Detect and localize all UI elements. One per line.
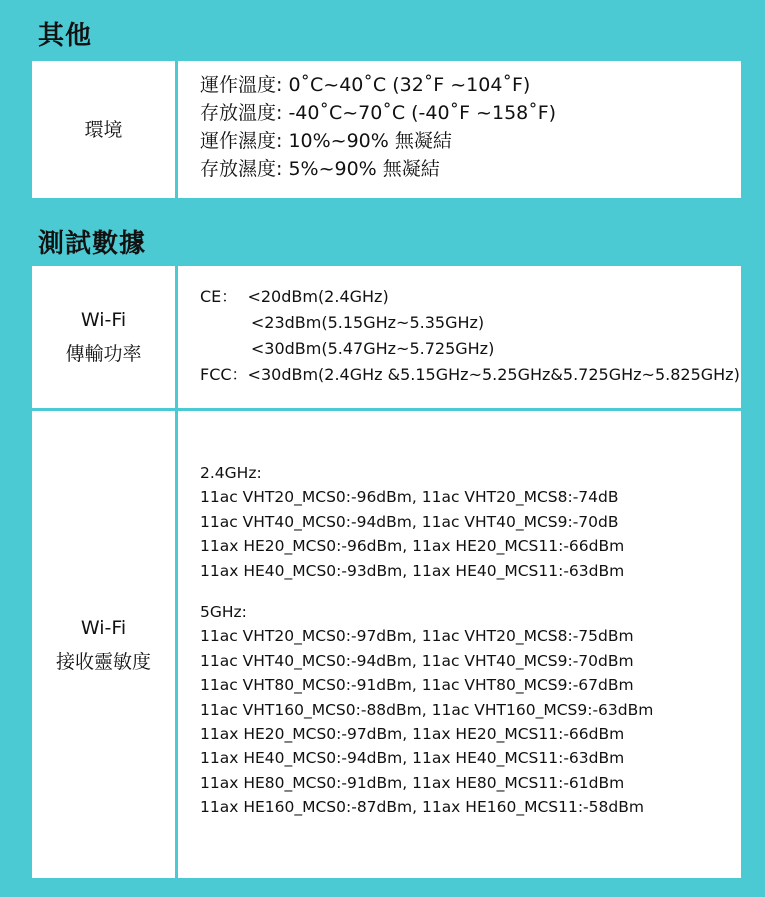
transmit-power-row: [32, 266, 741, 408]
environment-label-cell: [32, 61, 175, 198]
band-24ghz-line: 11ac VHT40_MCS0:-94dBm, 11ac VHT40_MCS9:-70dB: [200, 512, 619, 531]
band-5ghz-line: 11ac VHT20_MCS0:-97dBm, 11ac VHT20_MCS8:-75dBm: [200, 627, 634, 646]
band-5ghz-line: 11ax HE160_MCS0:-87dBm, 11ax HE160_MCS11:-58dBm: [200, 798, 644, 817]
storage-temperature: 存放溫度: -40˚C~70˚C (-40˚F ~158˚F): [200, 102, 557, 124]
receive-sensitivity-specs: [200, 461, 653, 820]
test-data-table: [32, 266, 741, 878]
ce-power-line-1: CE： <20dBm(2.4GHz): [200, 287, 389, 306]
environment-row: [32, 61, 741, 198]
section-title-other: 其他: [38, 21, 93, 51]
ce-power-line-2: <23dBm(5.15GHz~5.35GHz): [200, 313, 485, 332]
band-5ghz-line: 11ac VHT160_MCS0:-88dBm, 11ac VHT160_MCS9:-63dBm: [200, 700, 654, 719]
band-5ghz-line: 11ax HE80_MCS0:-91dBm, 11ax HE80_MCS11:-61dBm: [200, 773, 625, 792]
band-spacer: [200, 583, 653, 600]
band-24ghz-title: 2.4GHz:: [200, 464, 262, 482]
receive-sensitivity-label-line2: 接收靈敏度: [55, 650, 151, 673]
transmit-power-label-cell: [32, 266, 175, 408]
environment-specs: [200, 71, 556, 183]
receive-sensitivity-label-cell: [32, 411, 175, 878]
column-divider: [175, 411, 178, 878]
environment-label: 環境: [84, 118, 123, 141]
band-24ghz-line: 11ax HE40_MCS0:-93dBm, 11ax HE40_MCS11:-63dBm: [200, 561, 625, 580]
band-5ghz-line: 11ax HE20_MCS0:-97dBm, 11ax HE20_MCS11:-66dBm: [200, 725, 625, 744]
band-24ghz-line: 11ax HE20_MCS0:-96dBm, 11ax HE20_MCS11:-66dBm: [200, 537, 625, 556]
fcc-power-line: FCC：<30dBm(2.4GHz &5.15GHz~5.25GHz&5.725GHz~5.825GHz): [200, 365, 740, 384]
band-5ghz-title: 5GHz:: [200, 603, 247, 622]
column-divider: [175, 61, 178, 198]
operating-humidity: 運作濕度: 10%~90% 無凝結: [200, 130, 452, 152]
transmit-power-specs: [200, 284, 740, 388]
band-5ghz-line: 11ac VHT40_MCS0:-94dBm, 11ac VHT40_MCS9:-70dBm: [200, 651, 634, 670]
transmit-power-label-line1: Wi-Fi: [80, 309, 127, 331]
receive-sensitivity-row: [32, 411, 741, 878]
environment-table: [32, 61, 741, 198]
section-title-test-data: 測試數據: [38, 229, 147, 259]
operating-temperature: 運作溫度: 0˚C~40˚C (32˚F ~104˚F): [200, 74, 531, 96]
storage-humidity: 存放濕度: 5%~90% 無凝結: [200, 158, 440, 180]
ce-power-line-3: <30dBm(5.47GHz~5.725GHz): [200, 339, 495, 358]
band-24ghz-line: 11ac VHT20_MCS0:-96dBm, 11ac VHT20_MCS8:-74dB: [200, 488, 619, 507]
receive-sensitivity-label-line1: Wi-Fi: [80, 616, 127, 639]
band-5ghz-line: 11ax HE40_MCS0:-94dBm, 11ax HE40_MCS11:-63dBm: [200, 749, 625, 768]
column-divider: [175, 266, 178, 408]
band-5ghz-line: 11ac VHT80_MCS0:-91dBm, 11ac VHT80_MCS9:-67dBm: [200, 676, 634, 695]
transmit-power-label-line2: 傳輸功率: [65, 343, 142, 365]
